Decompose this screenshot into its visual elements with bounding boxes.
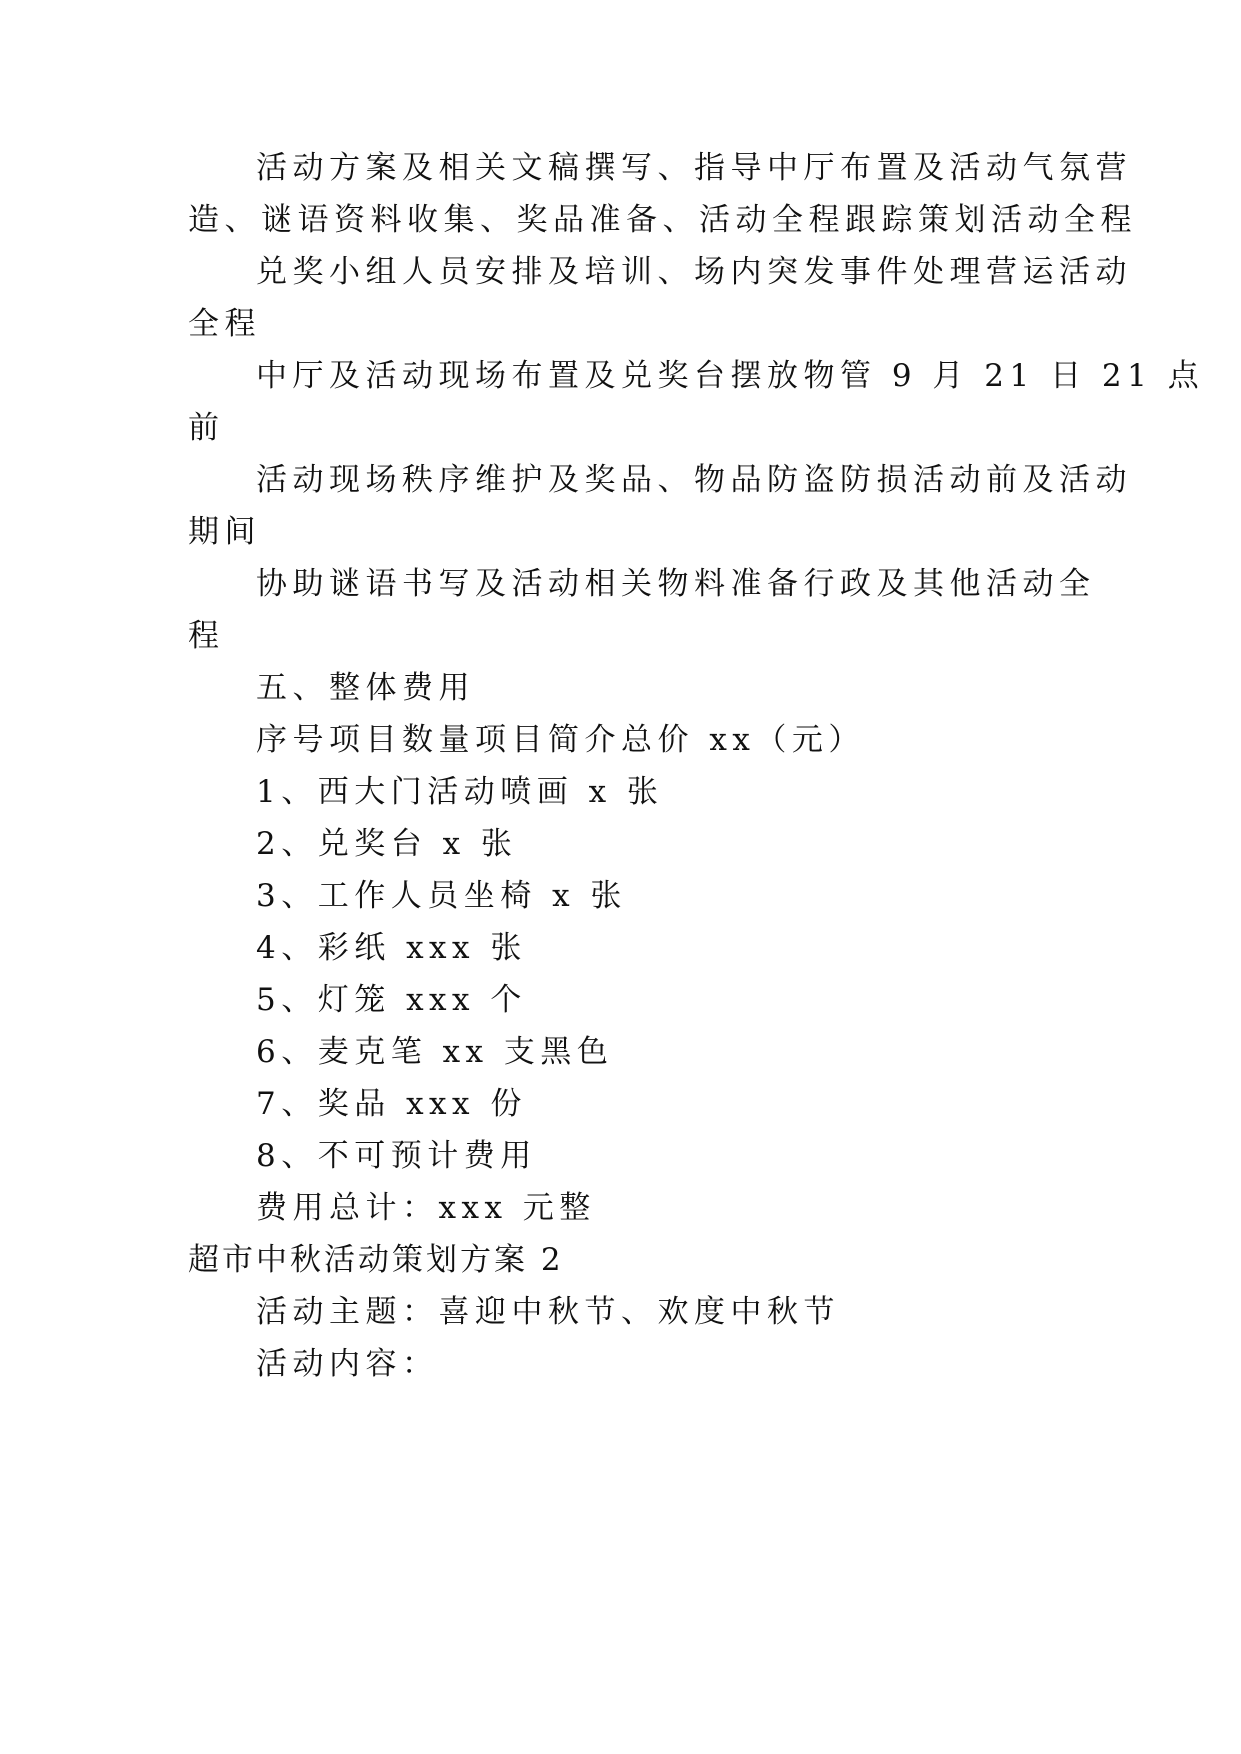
paragraph-line: 协助谜语书写及活动相关物料准备行政及其他活动全 <box>256 566 1096 602</box>
cost-item: 4、彩纸 xxx 张 <box>256 930 527 966</box>
plan-title: 超市中秋活动策划方案 2 <box>188 1242 564 1278</box>
paragraph-line: 期间 <box>188 514 261 550</box>
activity-theme: 活动主题：喜迎中秋节、欢度中秋节 <box>256 1294 840 1330</box>
paragraph-line: 活动现场秩序维护及奖品、物品防盗防损活动前及活动 <box>256 462 1132 498</box>
paragraph-line: 兑奖小组人员安排及培训、场内突发事件处理营运活动 <box>256 254 1132 290</box>
paragraph-line: 程 <box>188 618 225 654</box>
paragraph-line: 前 <box>188 410 225 446</box>
cost-item: 1、西大门活动喷画 x 张 <box>256 774 664 810</box>
cost-item: 6、麦克笔 xx 支黑色 <box>256 1034 614 1070</box>
section-title: 五、整体费用 <box>256 670 475 706</box>
cost-item: 2、兑奖台 x 张 <box>256 826 518 862</box>
table-header: 序号项目数量项目简介总价 xx（元） <box>256 722 865 758</box>
cost-item: 3、工作人员坐椅 x 张 <box>256 878 627 914</box>
cost-total: 费用总计：xxx 元整 <box>256 1190 596 1226</box>
paragraph-line: 活动方案及相关文稿撰写、指导中厅布置及活动气氛营 <box>256 150 1132 186</box>
paragraph-line: 中厅及活动现场布置及兑奖台摆放物管 9 月 21 日 21 点 <box>256 358 1205 394</box>
cost-item: 5、灯笼 xxx 个 <box>256 982 527 1018</box>
paragraph-line: 造、谜语资料收集、奖品准备、活动全程跟踪策划活动全程 <box>188 202 1137 238</box>
cost-item: 7、奖品 xxx 份 <box>256 1086 527 1122</box>
activity-content-label: 活动内容： <box>256 1346 439 1382</box>
paragraph-line: 全程 <box>188 306 261 342</box>
cost-item: 8、不可预计费用 <box>256 1138 537 1174</box>
